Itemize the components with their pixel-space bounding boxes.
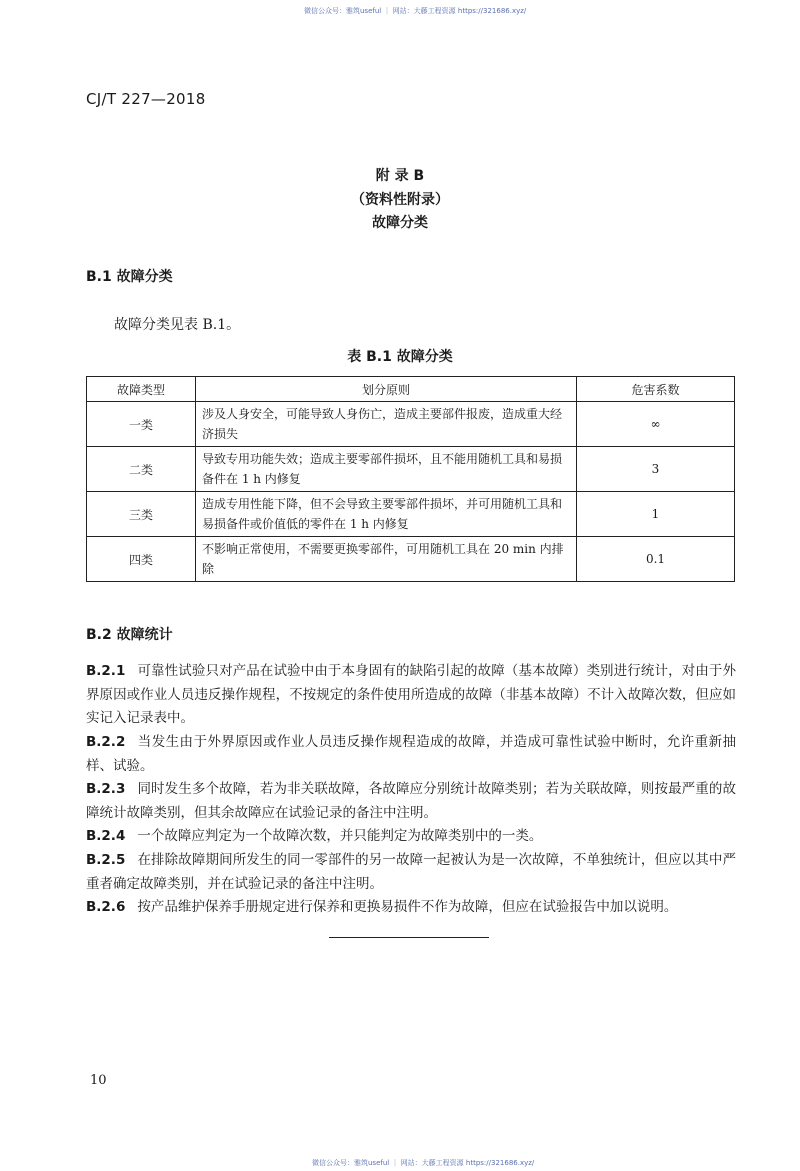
cell-principle: 造成专用性能下降，但不会导致主要零部件损坏，并可用随机工具和易损备件或价值低的零件在 1 h 内修复 — [196, 492, 577, 537]
table-row — [87, 537, 735, 582]
watermark-bottom: 微信公众号：雅筑useful ｜ 网站：大藤工程资源 https://321686.xyz/ — [312, 1159, 535, 1167]
cell-coefficient: 0.1 — [577, 537, 735, 582]
paragraph-b22 — [86, 731, 736, 778]
column-header-type: 故障类型 — [87, 377, 196, 402]
paragraph-b21 — [86, 660, 736, 731]
clause-number: B.2.1 — [86, 663, 126, 679]
column-header-coefficient: 危害系数 — [577, 377, 735, 402]
table-row — [87, 447, 735, 492]
table-caption: 表 B.1 故障分类 — [347, 349, 453, 365]
fault-classification-table — [86, 376, 735, 582]
cell-coefficient: 1 — [577, 492, 735, 537]
table-row — [87, 492, 735, 537]
section-heading-b1: B.1 故障分类 — [86, 269, 173, 285]
clause-text: 当发生由于外界原因或作业人员违反操作规程造成的故障，并造成可靠性试验中断时，允许重新抽样、试验。 — [86, 734, 736, 774]
watermark-top: 微信公众号：雅筑useful ｜ 网站：大藤工程资源 https://321686.xyz/ — [304, 7, 527, 15]
page-number: 10 — [90, 1073, 107, 1088]
paragraph-b23 — [86, 778, 736, 825]
clause-number: B.2.5 — [86, 852, 126, 868]
column-header-principle: 划分原则 — [196, 377, 577, 402]
standard-code: CJ/T 227—2018 — [86, 90, 206, 108]
cell-type: 四类 — [87, 537, 196, 582]
section-intro: 故障分类见表 B.1。 — [114, 317, 241, 333]
cell-coefficient: 3 — [577, 447, 735, 492]
cell-coefficient: ∞ — [577, 402, 735, 447]
cell-type: 一类 — [87, 402, 196, 447]
appendix-subtitle: （资料性附录） — [351, 192, 449, 208]
clause-number: B.2.6 — [86, 899, 126, 915]
clause-text: 一个故障应判定为一个故障次数，并只能判定为故障类别中的一类。 — [137, 828, 543, 844]
cell-type: 二类 — [87, 447, 196, 492]
cell-type: 三类 — [87, 492, 196, 537]
clause-text: 同时发生多个故障，若为非关联故障，各故障应分别统计故障类别；若为关联故障，则按最严重的故障统计故障类别，但其余故障应在试验记录的备注中注明。 — [86, 781, 736, 821]
clause-text: 可靠性试验只对产品在试验中由于本身固有的缺陷引起的故障（基本故障）类别进行统计，对由于外界原因或作业人员违反操作规程，不按规定的条件使用所造成的故障（非基本故障）不计入故障次数，但应如实记入记录表中。 — [86, 663, 736, 726]
table-header-row — [87, 377, 735, 402]
appendix-name: 故障分类 — [372, 215, 428, 231]
appendix-title: 附 录 B — [375, 168, 425, 184]
cell-principle: 导致专用功能失效；造成主要零部件损坏，且不能用随机工具和易损备件在 1 h 内修复 — [196, 447, 577, 492]
paragraph-b25 — [86, 849, 736, 896]
clause-text: 在排除故障期间所发生的同一零部件的另一故障一起被认为是一次故障，不单独统计，但应以其中严重者确定故障类别，并在试验记录的备注中注明。 — [86, 852, 736, 892]
table-row — [87, 402, 735, 447]
section-heading-b2: B.2 故障统计 — [86, 627, 173, 643]
clause-text: 按产品维护保养手册规定进行保养和更换易损件不作为故障，但应在试验报告中加以说明。 — [137, 899, 678, 915]
end-rule — [329, 937, 489, 938]
cell-principle: 涉及人身安全，可能导致人身伤亡，造成主要部件报废，造成重大经济损失 — [196, 402, 577, 447]
clause-number: B.2.2 — [86, 734, 126, 750]
paragraph-b24 — [86, 825, 736, 849]
paragraph-b26 — [86, 896, 736, 920]
cell-principle: 不影响正常使用，不需要更换零部件，可用随机工具在 20 min 内排除 — [196, 537, 577, 582]
clause-number: B.2.3 — [86, 781, 126, 797]
clause-number: B.2.4 — [86, 828, 126, 844]
